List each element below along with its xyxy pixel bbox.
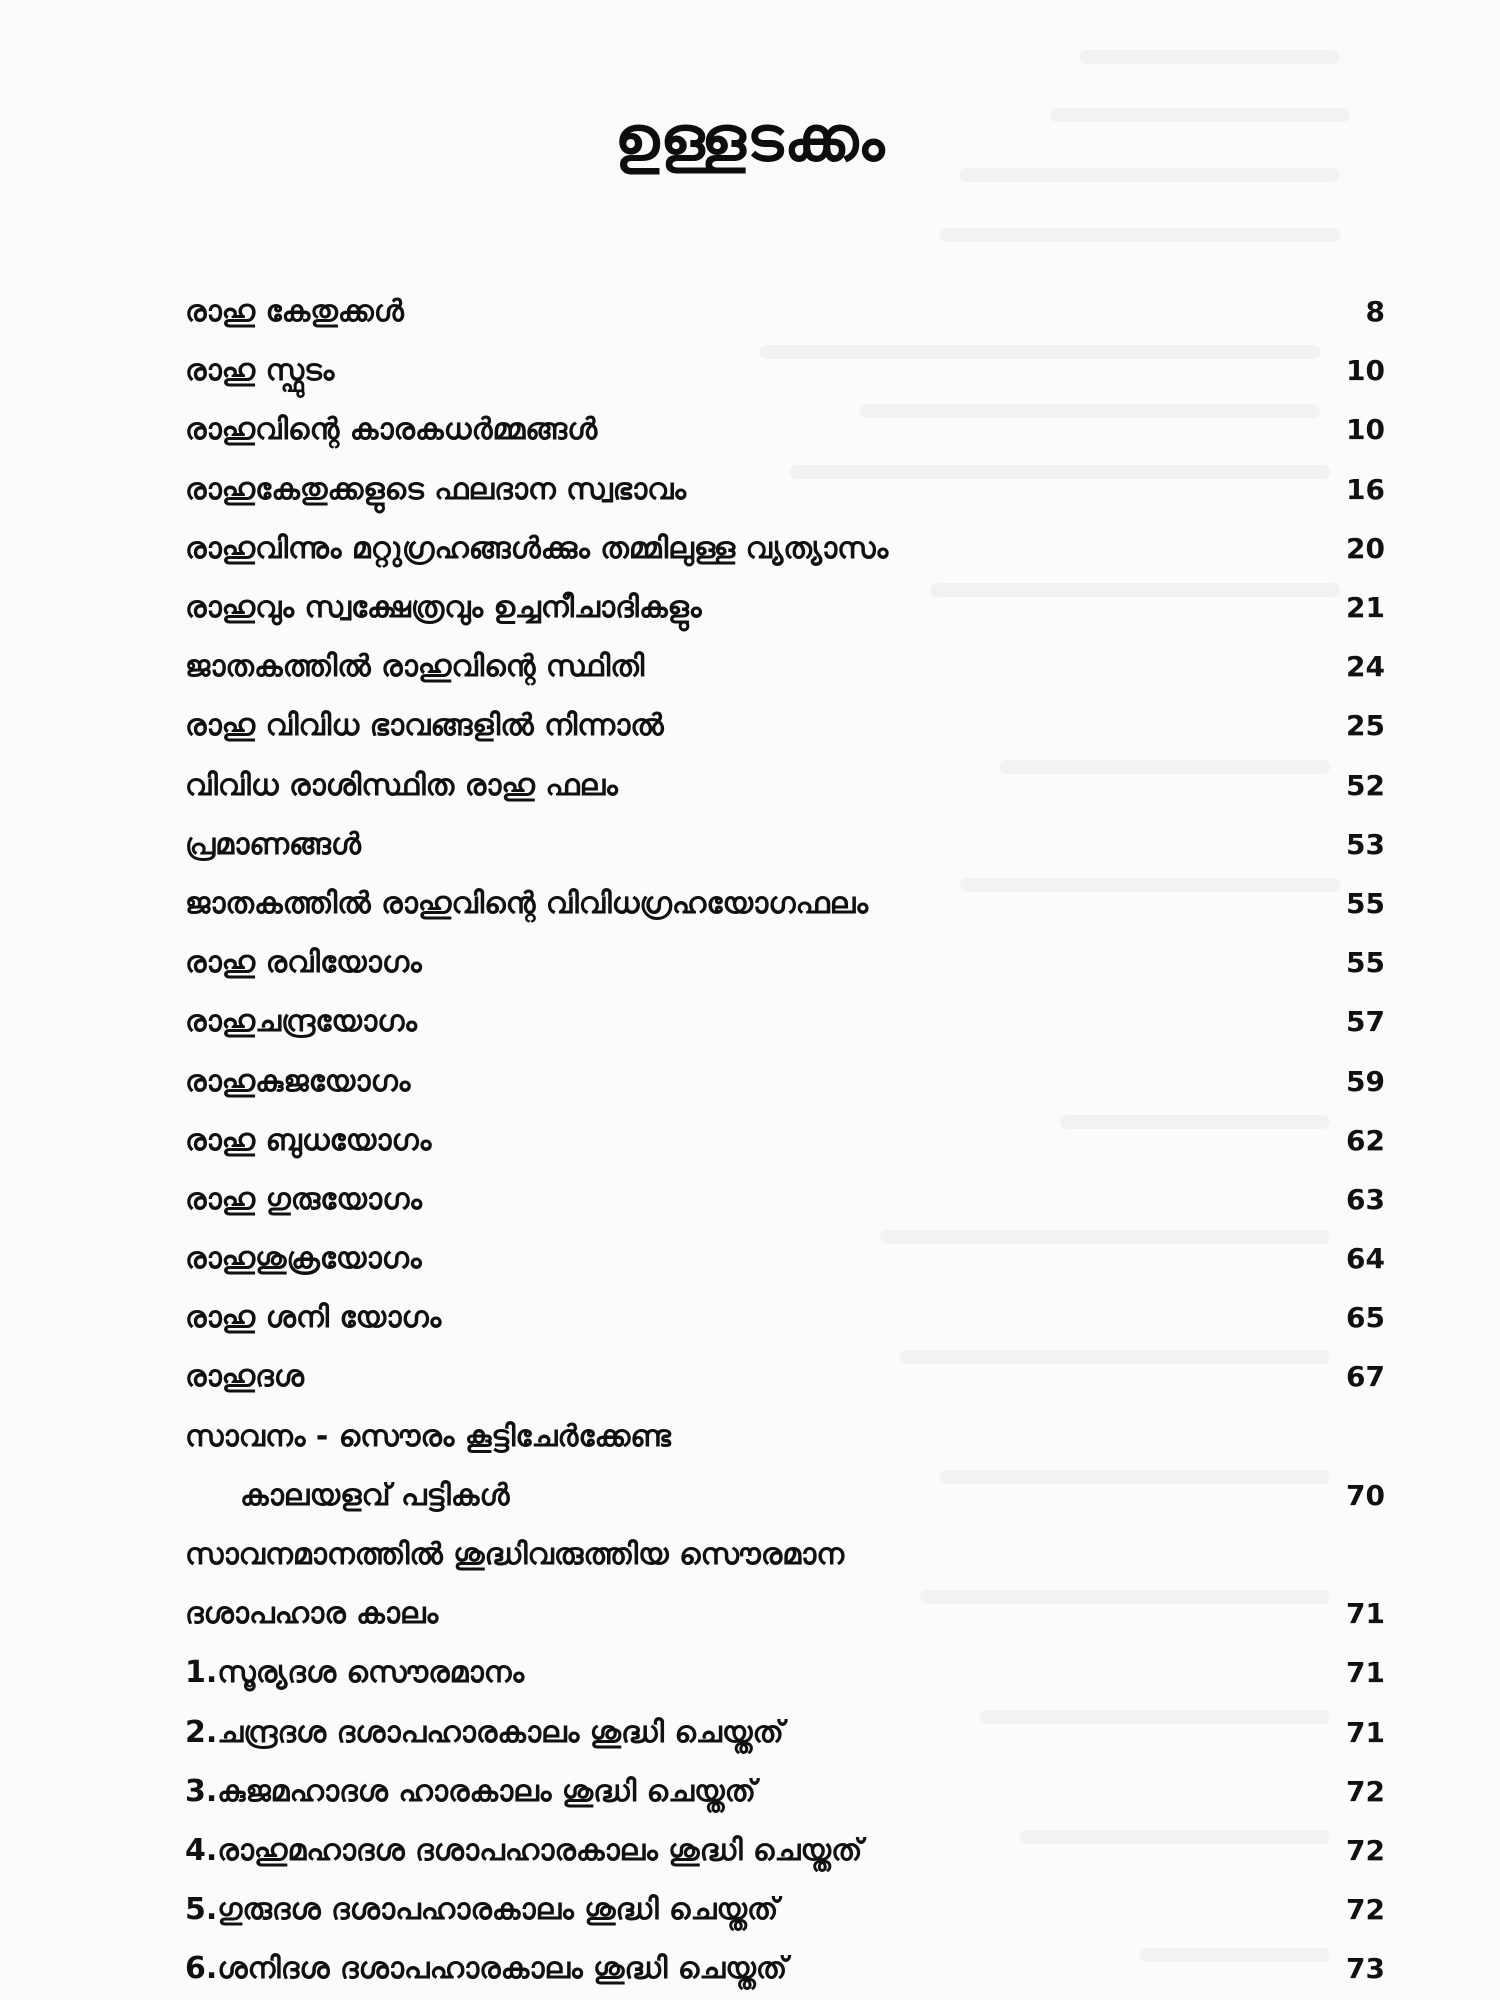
toc-entry-title: രാഹുവിന്നും മറ്റുഗ്രഹങ്ങൾക്കും തമ്മിലുള്ള വ്യത്യാസം [185,530,889,566]
toc-entry-page-number: 55 [1346,886,1385,920]
toc-entry-page-number: 72 [1346,1893,1385,1927]
toc-entry-title: വിവിധ രാശിസ്ഥിത രാഹു ഫലം [185,767,618,803]
toc-entry [185,1584,1385,1643]
toc-entry-title: രാഹുവും സ്വക്ഷേത്രവും ഉച്ചനീചാദികളും [185,590,702,626]
toc-entry-title: കാലയളവ് പട്ടികൾ [240,1477,510,1513]
toc-entry-title: ദശാപഹാര കാലം [185,1596,439,1632]
toc-entry-title: രാഹുകുജയോഗം [185,1063,411,1099]
toc-entry-title: 4.രാഹുമഹാദശ ദശാപഹാരകാലം ശുദ്ധി ചെയ്തത് [185,1832,863,1868]
toc-entry [185,992,1385,1051]
table-of-contents [185,282,1385,1998]
toc-entry-page-number: 16 [1346,472,1385,506]
toc-entry [185,282,1385,341]
toc-entry-page-number: 63 [1346,1182,1385,1216]
toc-entry-title: രാഹുശുക്രയോഗം [185,1241,422,1277]
toc-entry [185,815,1385,874]
toc-entry-title: 1.സൂര്യദശ സൌരമാനം [185,1655,525,1691]
toc-entry-title: ജാതകത്തിൽ രാഹുവിന്റെ സ്ഥിതി [185,649,645,685]
toc-entry-title: രാഹു ബുധയോഗം [185,1122,432,1158]
toc-entry-title: 3.കുജമഹാദശ ഹാരകാലം ശുദ്ധി ചെയ്തത് [185,1773,756,1809]
toc-entry [185,460,1385,519]
toc-entry [185,933,1385,992]
toc-entry [185,1939,1385,1998]
toc-entry-title: ജാതകത്തിൽ രാഹുവിന്റെ വിവിധഗ്രഹയോഗഫലം [185,885,869,921]
toc-entry-page-number: 72 [1346,1833,1385,1867]
toc-entry [185,874,1385,933]
toc-entry [185,1288,1385,1347]
toc-entry-title: രാഹു സ്ഫുടം [185,353,335,389]
toc-entry [185,1347,1385,1406]
toc-entry-title: 6.ശനിദശ ദശാപഹാരകാലം ശുദ്ധി ചെയ്തത് [185,1951,788,1987]
toc-entry-page-number: 10 [1346,354,1385,388]
toc-entry-page-number: 62 [1346,1123,1385,1157]
toc-entry [185,341,1385,400]
toc-entry [185,578,1385,637]
toc-entry [185,1525,1385,1584]
toc-entry [185,1762,1385,1821]
toc-entry-page-number: 72 [1346,1774,1385,1808]
toc-entry [185,1051,1385,1110]
toc-entry [185,1821,1385,1880]
toc-entry [185,400,1385,459]
toc-entry [185,1111,1385,1170]
toc-entry-title: 2.ചന്ദ്രദശ ദശാപഹാരകാലം ശുദ്ധി ചെയ്തത് [185,1714,784,1750]
toc-entry-title: രാഹു വിവിധ ഭാവങ്ങളിൽ നിന്നാൽ [185,708,664,744]
toc-entry-page-number: 8 [1365,295,1385,329]
toc-entry-page-number: 53 [1346,827,1385,861]
toc-entry-page-number: 71 [1346,1597,1385,1631]
toc-entry-page-number: 52 [1346,768,1385,802]
toc-entry-page-number: 70 [1346,1478,1385,1512]
toc-entry [185,1643,1385,1702]
toc-entry-page-number: 25 [1346,709,1385,743]
toc-entry-title: സാവനം - സൌരം കൂട്ടിചേർക്കേണ്ട [185,1418,671,1454]
toc-entry [185,1170,1385,1229]
toc-entry-page-number: 73 [1346,1952,1385,1986]
toc-entry-title: രാഹുവിന്റെ കാരകധർമ്മങ്ങൾ [185,412,598,448]
toc-entry [185,756,1385,815]
toc-entry-page-number: 65 [1346,1301,1385,1335]
toc-entry-page-number: 24 [1346,650,1385,684]
toc-entry-title: രാഹു കേതുക്കൾ [185,294,404,330]
toc-entry [185,1880,1385,1939]
toc-entry [185,1703,1385,1762]
toc-entry-page-number: 57 [1346,1005,1385,1039]
toc-entry-title: രാഹുദശ [185,1359,304,1395]
toc-entry-page-number: 71 [1346,1656,1385,1690]
toc-entry-page-number: 67 [1346,1360,1385,1394]
toc-entry-page-number: 10 [1346,413,1385,447]
toc-entry-page-number: 71 [1346,1715,1385,1749]
toc-entry-title: 5.ഗുരുദശ ദശാപഹാരകാലം ശുദ്ധി ചെയ്തത് [185,1892,779,1928]
toc-entry-page-number: 64 [1346,1242,1385,1276]
toc-entry-page-number: 21 [1346,591,1385,625]
toc-entry-page-number: 55 [1346,946,1385,980]
toc-entry [185,637,1385,696]
toc-entry-page-number: 59 [1346,1064,1385,1098]
toc-entry-title: രാഹുചന്ദ്രയോഗം [185,1004,417,1040]
toc-entry-title: പ്രമാണങ്ങൾ [185,826,362,862]
toc-entry-title: രാഹുകേതുക്കളുടെ ഫലദാന സ്വഭാവം [185,471,687,507]
toc-entry [185,1407,1385,1466]
toc-entry-title: സാവനമാനത്തിൽ ശുദ്ധിവരുത്തിയ സൌരമാന [185,1537,845,1573]
toc-entry-page-number: 20 [1346,531,1385,565]
toc-entry [185,1466,1385,1525]
toc-entry [185,1229,1385,1288]
toc-entry [185,696,1385,755]
toc-entry [185,519,1385,578]
page-title: ഉള്ളടക്കം [614,102,886,175]
toc-entry-title: രാഹു രവിയോഗം [185,945,422,981]
toc-entry-title: രാഹു ശനി യോഗം [185,1300,442,1336]
toc-entry-title: രാഹു ഗുരുയോഗം [185,1181,422,1217]
